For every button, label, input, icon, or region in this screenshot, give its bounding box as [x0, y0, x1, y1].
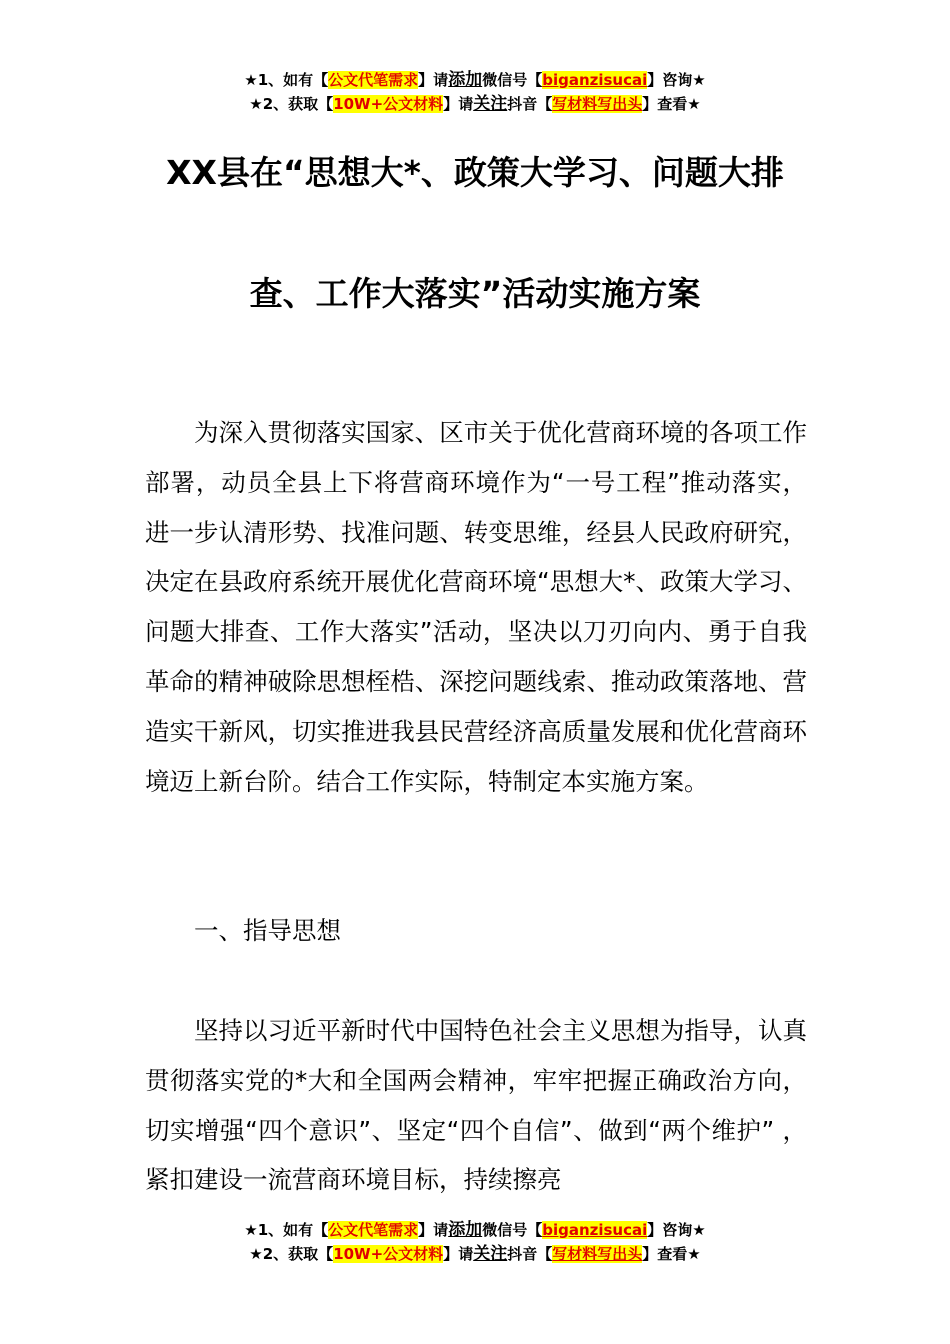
douyin-id: 写材料写出头	[552, 1245, 643, 1263]
promo-text: ★2、获取【	[249, 1245, 334, 1263]
promo-footer	[0, 1218, 950, 1266]
wechat-id: biganzisucai	[542, 71, 648, 89]
promo-text: 微信号【	[482, 1221, 543, 1239]
promo-text: 】请	[443, 95, 474, 113]
promo-text: 】查看★	[642, 1245, 701, 1263]
promo-text: 微信号【	[482, 71, 543, 89]
promo-text: 抖音【	[507, 1245, 553, 1263]
section-paragraph: 坚持以习近平新时代中国特色社会主义思想为指导，认真贯彻落实党的*大和全国两会精神，牢牢把握正确政治方向，切实增强“四个意识”、坚定“四个自信”、做到“两个维护” ，紧扣建设一流营商环境目标，持续擦亮	[145, 1016, 807, 1195]
promo-text: 】查看★	[642, 95, 701, 113]
promo-highlight: 10W+公文材料	[333, 95, 444, 113]
promo-header	[0, 68, 950, 116]
promo-text: ★1、如有【	[244, 1221, 329, 1239]
section-heading: 一、指导思想	[194, 916, 341, 945]
promo-line-1	[0, 68, 950, 92]
document-title	[140, 142, 810, 354]
promo-line-1	[0, 1218, 950, 1242]
title-line-1: XX县在“思想大*、政策大学习、问题大排	[166, 153, 784, 192]
title-line-2: 查、工作大落实”活动实施方案	[249, 274, 701, 313]
promo-text: 】咨询★	[647, 71, 706, 89]
promo-text: ★2、获取【	[249, 95, 334, 113]
promo-underlined: 添加	[448, 1220, 483, 1240]
promo-text: 抖音【	[507, 95, 553, 113]
promo-underlined: 关注	[473, 94, 508, 114]
promo-underlined: 添加	[448, 70, 483, 90]
douyin-id: 写材料写出头	[552, 95, 643, 113]
promo-highlight: 公文代笔需求	[328, 1221, 419, 1239]
promo-text: 】请	[418, 71, 449, 89]
promo-underlined: 关注	[473, 1244, 508, 1264]
promo-highlight: 公文代笔需求	[328, 71, 419, 89]
promo-text: 】咨询★	[647, 1221, 706, 1239]
promo-text: 】请	[418, 1221, 449, 1239]
promo-line-2	[0, 1242, 950, 1266]
promo-text: ★1、如有【	[244, 71, 329, 89]
promo-highlight: 10W+公文材料	[333, 1245, 444, 1263]
wechat-id: biganzisucai	[542, 1221, 648, 1239]
promo-text: 】请	[443, 1245, 474, 1263]
intro-paragraph: 为深入贯彻落实国家、区市关于优化营商环境的各项工作部署，动员全县上下将营商环境作为“一号工程”推动落实，进一步认清形势、找准问题、转变思维，经县人民政府研究，决定在县政府系统开展优化营商环境“思想大*、政策大学习、问题大排查、工作大落实”活动，坚决以刀刃向内、勇于自我革命的精神破除思想桎梏、深挖问题线索、推动政策落地、营造实干新风，切实推进我县民营经济高质量发展和优化营商环境迈上新台阶。结合工作实际，特制定本实施方案。	[145, 418, 807, 796]
